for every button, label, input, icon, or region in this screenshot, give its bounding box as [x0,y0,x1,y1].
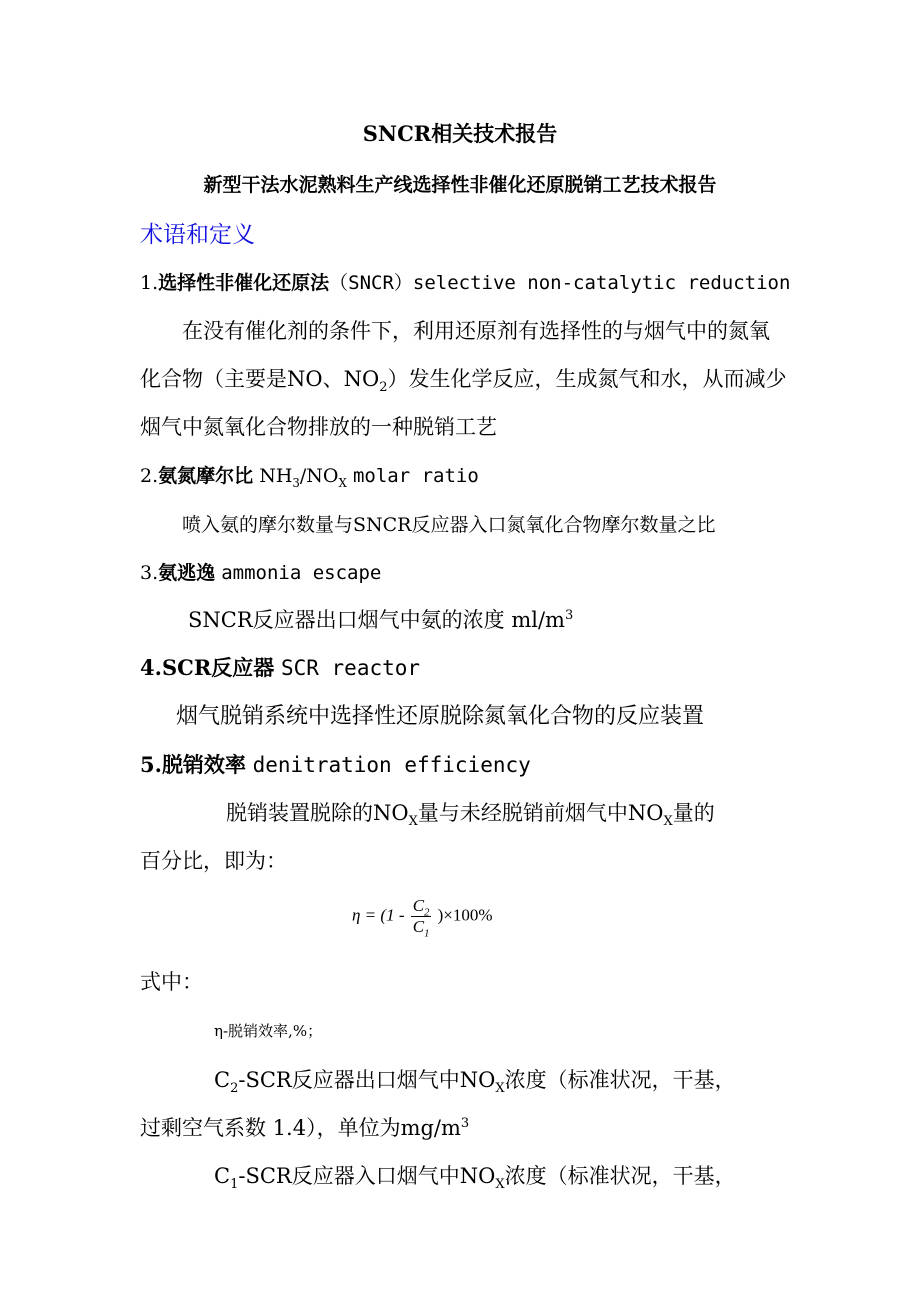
term-2-number: 2. [140,465,159,487]
term-2-en-e: molar ratio [352,465,479,487]
c2-sub: 2 [230,1081,239,1097]
def-1-line-1: 在没有催化剂的条件下，利用还原剂有选择性的与烟气中的氮氧 [182,319,770,343]
c1-definition-line-1 [214,1160,736,1193]
formula-lhs: η = (1 - [352,905,405,925]
c2-sub2: X [495,1081,505,1097]
c1-c: 浓度（标准状况，干基， [504,1164,736,1188]
term-2-en-a: NH [259,465,293,487]
term-2-en-d: X [338,475,347,490]
def-3-sup: 3 [564,608,574,623]
term-5-en: denitration efficiency [252,753,531,777]
eta-definition: η-脱销效率,%； [214,1022,323,1040]
c2-c: 浓度（标准状况，干基， [504,1068,736,1092]
c1-sub2: X [495,1177,505,1193]
def-1-line-2-sub: 2 [379,380,388,396]
c1-sub: 1 [230,1177,239,1193]
def-2: 喷入氨的摩尔数量与SNCR反应器入口氮氧化合物摩尔数量之比 [182,514,716,536]
term-2-en-b: 3 [292,475,300,490]
document-subtitle: 新型干法水泥熟料生产线选择性非催化还原脱销工艺技术报告 [203,174,717,196]
term-2-en [259,465,479,490]
formula-fraction [411,896,432,940]
term-5 [140,749,531,779]
term-3 [140,558,381,585]
def-1-line-2 [140,363,787,396]
term-4-number: 4. [140,655,162,680]
def-5-sub1: X [408,814,418,830]
term-2-en-c: /NO [299,465,339,487]
efficiency-formula [352,896,493,940]
formula-den-sub: 1 [424,928,430,940]
term-4 [140,652,420,682]
c2-definition-line-1 [214,1064,736,1097]
def-1-line-3: 烟气中氮氧化合物排放的一种脱销工艺 [140,415,497,439]
term-1-en: （SNCR）selective non-catalytic reduction [329,272,791,294]
def-5-line-1 [226,797,715,830]
c2-definition-line-2 [140,1112,469,1142]
document-title: SNCR相关技术报告 [362,121,558,146]
term-5-cn: 脱销效率 [161,752,246,777]
def-4: 烟气脱销系统中选择性还原脱除氮氧化合物的反应装置 [176,704,705,729]
formula-rhs: )×100% [437,905,493,925]
c2-b: -SCR反应器出口烟气中NO [238,1068,496,1092]
formula-numerator [411,896,432,917]
term-1-cn: 选择性非催化还原法 [158,272,330,294]
section-heading: 术语和定义 [140,222,255,248]
def-1-line-2-b: ）发生化学反应，生成氮气和水，从而减少 [387,367,787,391]
def-3 [188,604,573,634]
c1-a: C [214,1164,231,1188]
def-5-line-2: 百分比，即为： [140,849,287,873]
where-label: 式中： [140,970,203,994]
term-3-number: 3. [140,562,159,584]
term-1-number: 1. [140,272,159,294]
term-2 [140,461,479,488]
c2-line2-a: 过剩空气系数 1.4），单位为mg/m [140,1116,461,1140]
def-5-b: 量与未经脱销前烟气中NO [417,801,664,825]
def-5-sub2: X [663,814,673,830]
term-1 [140,268,790,295]
term-3-en: ammonia escape [221,562,382,584]
c2-a: C [214,1068,231,1092]
def-3-text: SNCR反应器出口烟气中氨的浓度 ml/m [188,608,565,632]
formula-num-c: C [412,896,425,915]
term-2-cn: 氨氮摩尔比 [158,465,254,487]
c2-line2-sup: 3 [460,1116,470,1131]
def-5-c: 量的 [672,801,715,825]
c1-b: -SCR反应器入口烟气中NO [238,1164,496,1188]
formula-num-sub: 2 [424,907,430,919]
term-4-en: SCR reactor [280,656,421,680]
formula-denominator [411,917,432,940]
term-3-cn: 氨逃逸 [158,562,216,584]
def-5-a: 脱销装置脱除的NO [226,801,409,825]
term-4-cn: SCR反应器 [161,655,275,680]
def-1-line-2-a: 化合物（主要是NO、NO [140,367,380,391]
term-5-number: 5. [140,752,162,777]
formula-den-c: C [412,917,425,936]
